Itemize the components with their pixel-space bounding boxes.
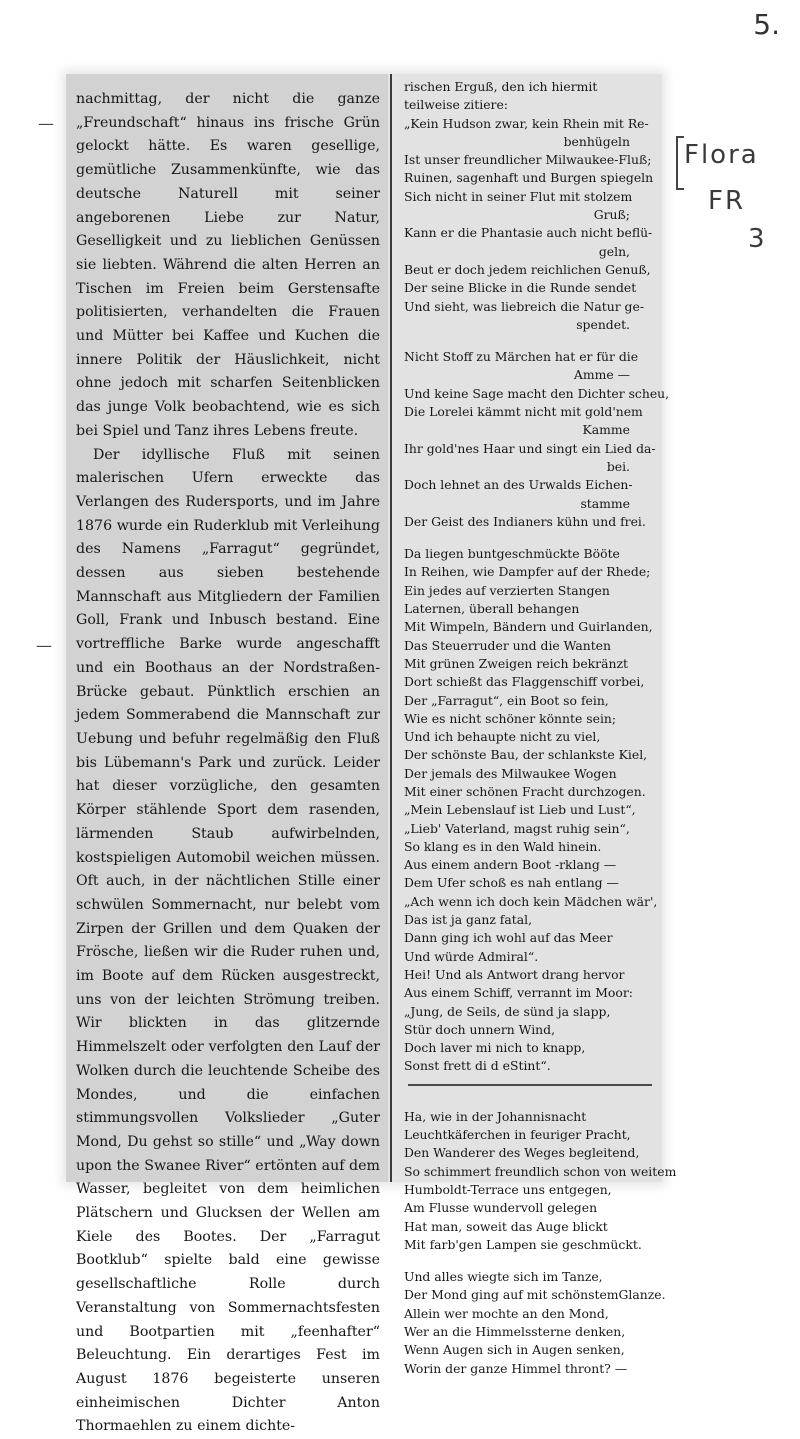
verse-line: Und würde Admiral“.	[404, 948, 539, 964]
left-column	[66, 74, 388, 1435]
verse-line: Der jemals des Milwaukee Wogen	[404, 765, 617, 781]
verse-line: stamme	[580, 495, 630, 511]
margin-tick: —	[36, 636, 52, 655]
verse-line: Leuchtkäferchen in feuriger Pracht,	[404, 1127, 631, 1143]
verse-line: Der Geist des Indianers kühn und frei.	[404, 513, 646, 529]
verse-line: Der Mond ging auf mit schönstemGlanze.	[404, 1287, 666, 1303]
verse-line: Stür doch unnern Wind,	[404, 1021, 556, 1037]
stanza	[404, 1108, 677, 1254]
stanza	[404, 545, 656, 1076]
verse-line: Doch laver mi nich to knapp,	[404, 1040, 586, 1056]
verse-line: Ihr gold'nes Haar und singt ein Lied da-	[404, 440, 656, 456]
verse-line: Humboldt-Terrace uns entgegen,	[404, 1181, 612, 1197]
paragraph: nachmittag, der nicht die ganze „Freundschaft“ hinaus ins frische Grün gelockt hätte. Es waren gesellige, gemütliche Zusammenkünfte, wie das deutsche Naturell mit seiner angeborenen Liebe zur Natur, Geselligkeit und zu lieblichen Genüssen sie liebten. Während die alten Herren an Tischen im Freien beim Gerstensafte politisierten, verhandelten die Frauen und Mütter bei Kaffee und Kuchen die innere Politik der Häuslichkeit, nicht ohne jedoch mit scharfen Seitenblicken das junge Volk beobachtend, wie es sich bei Spiel und Tanz ihres Lebens freute.	[76, 91, 380, 439]
verse-line: Und ich behaupte nicht zu viel,	[404, 729, 601, 745]
verse-line: Das Steuerruder und die Wanten	[404, 637, 611, 653]
verse-line: Gruß;	[593, 207, 630, 223]
verse-line: „Ach wenn ich doch kein Mädchen wär',	[404, 893, 658, 909]
verse-line: Mit Wimpeln, Bändern und Guirlanden,	[404, 619, 653, 635]
verse-line: Und alles wiegte sich im Tanze,	[404, 1269, 603, 1285]
verse-line: Das ist ja ganz fatal,	[404, 912, 533, 928]
verse-line: Dort schießt das Flaggenschiff vorbei,	[404, 674, 645, 690]
margin-note-1: Flora	[684, 140, 759, 170]
verse-line: Der seine Blicke in die Runde sendet	[404, 280, 637, 296]
verse-line: geln,	[598, 243, 630, 259]
verse-line: Am Flusse wundervoll gelegen	[404, 1200, 598, 1216]
verse-line: Mit einer schönen Fracht durchzogen.	[404, 783, 646, 799]
verse-line: Hei! Und als Antwort drang hervor	[404, 966, 625, 982]
verse-line: Sonst frett di d eStint“.	[404, 1058, 551, 1074]
verse-line: benhügeln	[563, 133, 630, 149]
verse-line: Ist unser freundlicher Milwaukee-Fluß;	[404, 152, 652, 168]
verse-line: „Mein Lebenslauf ist Lieb und Lust“,	[404, 802, 636, 818]
paragraph: Der idyllische Fluß mit seinen malerischen Ufern erweckte das Verlangen des Rudersports, und im Jahre 1876 wurde ein Ruderklub mit Verleihung des Namens „Farragut“ gegründet, dessen aus sieben bestehende Mannschaft aus Mitgliedern der Familien Goll, Frank und Inbusch bestand. Eine vortreffliche Barke wurde angeschafft und ein Boothaus an der Nordstraßen-Brücke gebaut. Pünktlich erschien an jedem Sommerabend die Mannschaft zur Uebung und befuhr regelmäßig den Fluß bis Lübemann's Park und zurück. Leider hat dieser vorzügliche, den gesamten Körper stählende Sport dem rasenden, lärmenden Staub aufwirbelnden, kostspieligen Automobil weichen müssen. Oft auch, in der nächtlichen Stille einer schwülen Sommernacht, nur belebt vom Zirpen der Grillen und dem Quaken der Frösche, ließen wir die Ruder ruhen und, im Boote auf dem Rücken ausgestreckt, uns von der leichten Strömung treiben. Wir blickten in das glitzernde Himmelszelt oder verfolgten den Lauf der Wolken durch die leuchtende Scheibe des Mondes, und die einfachen stimmungsvollen Volkslieder „Guter Mond, Du gehst so stille“ und „Way down upon the Swanee River“ ertönten auf dem Wasser, begleitet von dem heimlichen Plätschern und Glucksen der Wellen am Kiele des Bootes. Der „Farragut Bootklub“ spielte bald eine gewisse gesellschaftliche Rolle durch Veranstaltung von Sommernachtsfesten und Bootpartien mit „feenhafter“ Beleuchtung. Ein derartiges Fest im August 1876 begeisterte unseren einheimischen Dichter Anton Thormaehlen zu einem dichte-	[76, 446, 380, 1435]
poem-intro: rischen Erguß, den ich hiermit teilweise zitiere:	[404, 79, 598, 113]
verse-line: Laternen, überall behangen	[404, 601, 580, 617]
verse-line: Der „Farragut“, ein Boot so fein,	[404, 692, 609, 708]
column-rule	[388, 74, 396, 1182]
verse-line: „Jung, de Seils, de sünd ja slapp,	[404, 1003, 611, 1019]
verse-line: Und sieht, was liebreich die Natur ge-	[404, 298, 645, 314]
verse-line: Dann ging ich wohl auf das Meer	[404, 930, 613, 946]
verse-line: Dem Ufer schoß es nah entlang —	[404, 875, 619, 891]
verse-line: Kamme	[582, 422, 630, 438]
verse-line: Doch lehnet an des Urwalds Eichen-	[404, 477, 633, 493]
margin-bracket	[676, 136, 684, 190]
right-column	[396, 74, 677, 1376]
verse-line: spendet.	[576, 316, 630, 332]
verse-line: So schimmert freundlich schon von weitem	[404, 1163, 677, 1179]
stanza	[404, 1268, 666, 1378]
verse-line: Nicht Stoff zu Märchen hat er für die	[404, 349, 639, 365]
poem	[404, 115, 677, 1378]
margin-note-2: FR	[708, 186, 746, 216]
verse-line: Wie es nicht schöner könnte sein;	[404, 710, 617, 726]
separator-line	[408, 1084, 652, 1086]
stanza	[404, 115, 656, 335]
verse-line: Der schönste Bau, der schlankste Kiel,	[404, 747, 648, 763]
verse-line: Hat man, soweit das Auge blickt	[404, 1218, 608, 1234]
verse-line: Kann er die Phantasie auch nicht beflü-	[404, 225, 653, 241]
verse-line: bei.	[606, 458, 630, 474]
verse-line: Ha, wie in der Johannisnacht	[404, 1108, 587, 1124]
verse-line: Und keine Sage macht den Dichter scheu,	[404, 385, 670, 401]
stanza	[404, 348, 670, 531]
verse-line: Ein jedes auf verzierten Stangen	[404, 582, 610, 598]
verse-line: In Reihen, wie Dampfer auf der Rhede;	[404, 564, 651, 580]
verse-line: Ruinen, sagenhaft und Burgen spiegeln	[404, 170, 654, 186]
verse-line: Da liegen buntgeschmückte Bööte	[404, 546, 620, 562]
verse-line: Aus einem Schiff, verrannt im Moor:	[404, 985, 633, 1001]
verse-line: Sich nicht in seiner Flut mit stolzem	[404, 188, 633, 204]
page-number: 5.	[753, 8, 780, 41]
verse-line: Amme —	[573, 367, 630, 383]
verse-line: „Kein Hudson zwar, kein Rhein mit Re-	[404, 115, 649, 131]
verse-line: Allein wer mochte an den Mond,	[404, 1305, 609, 1321]
verse-line: Die Lorelei kämmt nicht mit gold'nem	[404, 404, 643, 420]
verse-line: Beut er doch jedem reichlichen Genuß,	[404, 261, 651, 277]
verse-line: So klang es in den Wald hinein.	[404, 838, 602, 854]
verse-line: Den Wanderer des Weges begleitend,	[404, 1145, 640, 1161]
verse-line: Wer an die Himmelssterne denken,	[404, 1324, 626, 1339]
margin-note-3: 3	[748, 224, 767, 254]
verse-line: Mit grünen Zweigen reich bekränzt	[404, 655, 628, 671]
verse-line: Aus einem andern Boot -rklang —	[404, 857, 617, 873]
verse-line: Mit farb'gen Lampen sie geschmückt.	[404, 1236, 642, 1252]
verse-line: „Lieb' Vaterland, magst ruhig sein“,	[404, 820, 630, 836]
newspaper-clipping	[66, 74, 677, 1435]
verse-line: Worin der ganze Himmel thront? —	[404, 1360, 628, 1376]
margin-tick: —	[38, 114, 54, 133]
verse-line: Wenn Augen sich in Augen senken,	[404, 1342, 625, 1358]
